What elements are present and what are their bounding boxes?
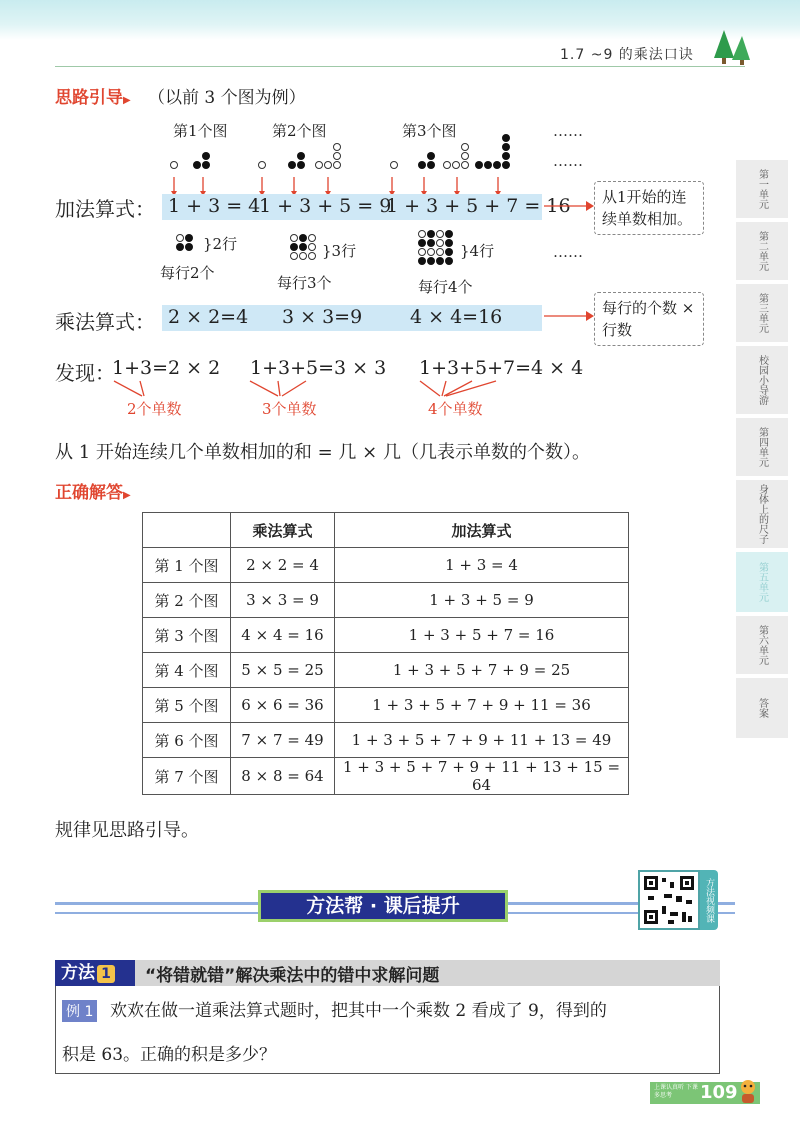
discovery-label: 发现： <box>55 361 115 385</box>
discovery-2: 1+3+5=3 × 3 <box>250 357 387 379</box>
table-cell: 1 + 3 + 5 + 7 + 9 + 11 = 36 <box>335 688 629 723</box>
side-tab-unit-6[interactable]: 第六单元 <box>736 616 788 676</box>
example-text-line-2: 积是 63。正确的积是多少？ <box>62 1045 277 1065</box>
multiplication-expr-1: 2 × 2=4 <box>168 306 249 328</box>
table-row <box>143 583 629 618</box>
ellipsis-2: …… <box>553 152 583 170</box>
table-cell: 第 1 个图 <box>143 548 231 583</box>
table-header-row <box>143 513 629 548</box>
tree-icon <box>712 28 752 66</box>
page-number: 109 <box>700 1082 738 1103</box>
odd-count-1: 2个单数 <box>127 400 182 418</box>
table-cell: 第 2 个图 <box>143 583 231 618</box>
answer-table <box>142 512 629 795</box>
table-cell: 第 3 个图 <box>143 618 231 653</box>
odd-count-arrows <box>110 378 530 400</box>
header-divider <box>55 66 745 67</box>
fig1-label: 第1个图 <box>173 122 228 140</box>
discovery-3: 1+3+5+7=4 × 4 <box>419 357 584 379</box>
table-row <box>143 758 629 795</box>
fig3-label: 第3个图 <box>402 122 457 140</box>
table-cell: 6 × 6 = 36 <box>231 688 335 723</box>
discovery-1: 1+3=2 × 2 <box>112 357 221 379</box>
example-tag: 例 1 <box>62 1000 97 1022</box>
odd-count-3: 4个单数 <box>428 400 483 418</box>
side-tab-unit-4[interactable]: 第四单元 <box>736 418 788 478</box>
table-cell: 第 7 个图 <box>143 758 231 795</box>
multiplication-expr-2: 3 × 3=9 <box>282 306 363 328</box>
method-tag: 方法 1 <box>55 960 135 986</box>
side-tab-unit-1[interactable]: 第一单元 <box>736 160 788 220</box>
table-cell: 4 × 4 = 16 <box>231 618 335 653</box>
addition-label: 加法算式： <box>55 197 155 221</box>
conclusion-text: 从 1 开始连续几个单数相加的和 = 几 × 几（几表示单数的个数）。 <box>55 442 590 463</box>
answer-heading: 正确解答▶ <box>55 483 131 503</box>
side-tab-campus-guide[interactable]: 校园小导游 <box>736 346 788 416</box>
staircase-figures <box>165 140 565 180</box>
side-tab-answers[interactable]: 答案 <box>736 678 788 740</box>
multiplication-note-arrow <box>542 306 594 326</box>
qr-label: 方法视频课 <box>700 870 718 930</box>
method-band-title: 方法帮 · 课后提升 <box>258 890 508 922</box>
example-text-line-1: 欢欢在做一道乘法算式题时，把其中一个乘数 2 看成了 9，得到的 <box>110 1001 607 1021</box>
rows-label-2: }3行 <box>322 242 357 260</box>
qr-code-icon[interactable] <box>638 870 700 930</box>
table-cell: 1 + 3 + 5 = 9 <box>335 583 629 618</box>
table-cell: 8 × 8 = 64 <box>231 758 335 795</box>
table-cell: 5 × 5 = 25 <box>231 653 335 688</box>
addition-expr-1: 1 + 3 = 4 <box>168 195 261 217</box>
multiplication-note: 每行的个数 × 行数 <box>594 292 704 346</box>
footer-caption: 上课认真听 下课多思考 <box>654 1084 698 1099</box>
table-row <box>143 548 629 583</box>
rows-label-3: }4行 <box>460 242 495 260</box>
multiplication-label: 乘法算式： <box>55 310 155 334</box>
side-tab-body-ruler[interactable]: 身体上的尺子 <box>736 480 788 550</box>
idea-subheading: （以前 3 个图为例） <box>148 88 306 108</box>
per-row-label-2: 每行3个 <box>277 274 332 292</box>
fig2-label: 第2个图 <box>272 122 327 140</box>
per-row-label-3: 每行4个 <box>418 278 473 296</box>
rows-label-1: }2行 <box>203 235 238 253</box>
table-header-cell <box>143 513 231 548</box>
side-tab-unit-2[interactable]: 第二单元 <box>736 222 788 282</box>
table-row <box>143 688 629 723</box>
idea-heading: 思路引导▶ <box>55 88 131 108</box>
table-cell: 第 5 个图 <box>143 688 231 723</box>
table-cell: 1 + 3 + 5 + 7 + 9 + 11 + 13 + 15 = 64 <box>335 758 629 795</box>
odd-count-2: 3个单数 <box>262 400 317 418</box>
table-cell: 7 × 7 = 49 <box>231 723 335 758</box>
table-cell: 2 × 2 = 4 <box>231 548 335 583</box>
multiplication-expr-3: 4 × 4=16 <box>410 306 503 328</box>
table-cell: 1 + 3 + 5 + 7 + 9 + 11 + 13 = 49 <box>335 723 629 758</box>
table-header-cell: 加法算式 <box>335 513 629 548</box>
page-header-title: 1.7 ~9 的乘法口诀 <box>560 47 694 63</box>
table-cell: 3 × 3 = 9 <box>231 583 335 618</box>
table-cell: 1 + 3 = 4 <box>335 548 629 583</box>
mascot-icon <box>738 1078 758 1104</box>
ellipsis-1: …… <box>553 122 583 140</box>
addition-expr-3: 1 + 3 + 5 + 7 = 16 <box>386 195 571 217</box>
side-tab-unit-3[interactable]: 第三单元 <box>736 284 788 344</box>
table-row <box>143 723 629 758</box>
table-cell: 第 6 个图 <box>143 723 231 758</box>
addition-note-arrow <box>542 196 594 216</box>
table-cell: 1 + 3 + 5 + 7 + 9 = 25 <box>335 653 629 688</box>
table-header-cell: 乘法算式 <box>231 513 335 548</box>
table-row <box>143 618 629 653</box>
header-stripe <box>0 0 800 40</box>
addition-expr-2: 1 + 3 + 5 = 9 <box>259 195 392 217</box>
side-tab-unit-5[interactable]: 第五单元 <box>736 552 788 614</box>
method-title: “将错就错”解决乘法中的错中求解问题 <box>145 966 440 986</box>
per-row-label-1: 每行2个 <box>160 264 215 282</box>
method-number-badge: 1 <box>97 965 115 983</box>
rule-note: 规律见思路引导。 <box>55 820 199 841</box>
table-cell: 1 + 3 + 5 + 7 = 16 <box>335 618 629 653</box>
table-cell: 第 4 个图 <box>143 653 231 688</box>
addition-note: 从1开始的连续单数相加。 <box>594 181 704 235</box>
table-row <box>143 653 629 688</box>
ellipsis-3: …… <box>553 243 583 261</box>
